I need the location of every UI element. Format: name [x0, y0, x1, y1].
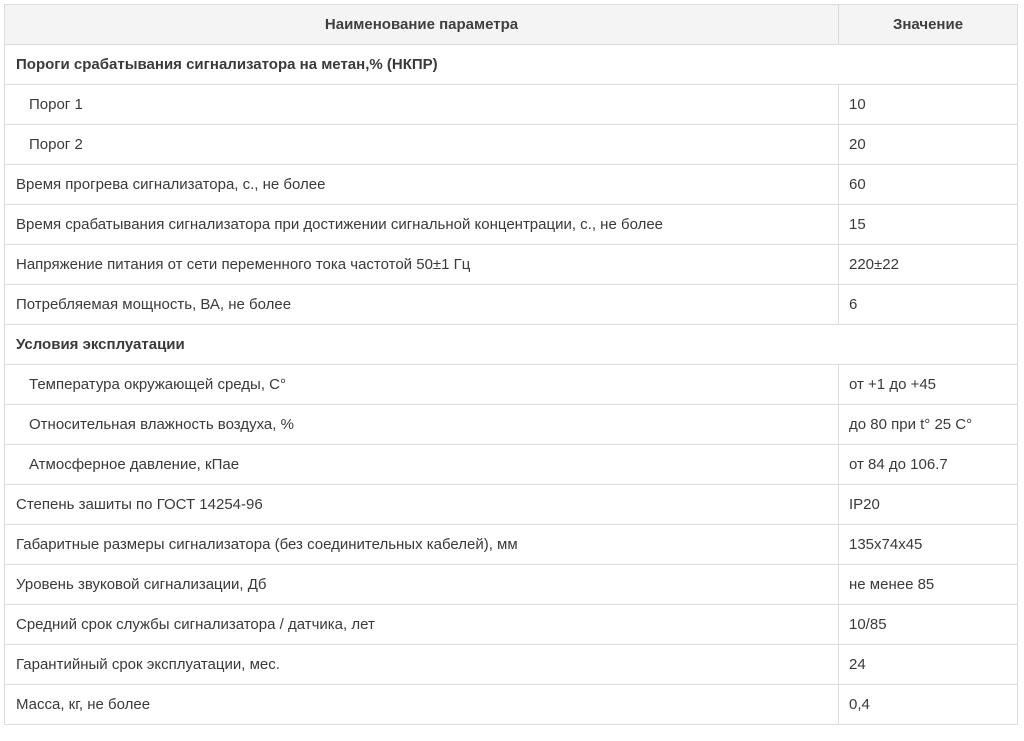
- table-row: [5, 525, 1018, 565]
- table-row: [5, 285, 1018, 325]
- spec-table-body: [5, 45, 1018, 725]
- parameter-name-cell: Габаритные размеры сигнализатора (без соединительных кабелей), мм: [5, 525, 839, 565]
- parameter-name-cell: Атмосферное давление, кПае: [5, 445, 839, 485]
- table-header-row: [5, 5, 1018, 45]
- table-row: [5, 645, 1018, 685]
- table-row: [5, 165, 1018, 205]
- parameter-value-cell: от +1 до +45: [839, 365, 1018, 405]
- table-row: [5, 125, 1018, 165]
- table-row: [5, 565, 1018, 605]
- parameter-name-cell: Порог 1: [5, 85, 839, 125]
- table-row: [5, 685, 1018, 725]
- parameter-name-cell: Гарантийный срок эксплуатации, мес.: [5, 645, 839, 685]
- parameter-value-cell: 135х74х45: [839, 525, 1018, 565]
- parameter-value-cell: не менее 85: [839, 565, 1018, 605]
- parameter-name-cell: Масса, кг, не более: [5, 685, 839, 725]
- parameter-value-cell: 15: [839, 205, 1018, 245]
- parameter-name-cell: Порог 2: [5, 125, 839, 165]
- parameter-value-cell: от 84 до 106.7: [839, 445, 1018, 485]
- parameter-name-cell: Время срабатывания сигнализатора при достижении сигнальной концентрации, с., не более: [5, 205, 839, 245]
- parameter-value-cell: 24: [839, 645, 1018, 685]
- parameter-value-cell: 0,4: [839, 685, 1018, 725]
- table-row: [5, 405, 1018, 445]
- parameter-name-cell: Средний срок службы сигнализатора / датчика, лет: [5, 605, 839, 645]
- parameter-name-cell: Уровень звуковой сигнализации, Дб: [5, 565, 839, 605]
- table-row: [5, 605, 1018, 645]
- parameter-value-cell: IP20: [839, 485, 1018, 525]
- table-section-row: [5, 45, 1018, 85]
- parameter-name-cell: Время прогрева сигнализатора, с., не более: [5, 165, 839, 205]
- table-section-row: [5, 325, 1018, 365]
- header-value: Значение: [839, 5, 1018, 45]
- parameter-value-cell: 10/85: [839, 605, 1018, 645]
- parameter-value-cell: 220±22: [839, 245, 1018, 285]
- parameter-value-cell: 10: [839, 85, 1018, 125]
- table-row: [5, 205, 1018, 245]
- parameter-value-cell: 60: [839, 165, 1018, 205]
- parameter-name-cell: Степень зашиты по ГОСТ 14254-96: [5, 485, 839, 525]
- section-title: Условия эксплуатации: [5, 325, 1018, 365]
- parameter-name-cell: Температура окружающей среды, С°: [5, 365, 839, 405]
- table-row: [5, 245, 1018, 285]
- parameter-name-cell: Потребляемая мощность, ВА, не более: [5, 285, 839, 325]
- spec-table: [4, 4, 1018, 725]
- parameter-value-cell: до 80 при t° 25 С°: [839, 405, 1018, 445]
- table-row: [5, 485, 1018, 525]
- table-row: [5, 445, 1018, 485]
- header-parameter-name: Наименование параметра: [5, 5, 839, 45]
- table-row: [5, 85, 1018, 125]
- table-row: [5, 365, 1018, 405]
- section-title: Пороги срабатывания сигнализатора на метан,% (НКПР): [5, 45, 1018, 85]
- parameter-value-cell: 20: [839, 125, 1018, 165]
- parameter-name-cell: Относительная влажность воздуха, %: [5, 405, 839, 445]
- parameter-value-cell: 6: [839, 285, 1018, 325]
- spec-table-container: [4, 4, 1017, 725]
- parameter-name-cell: Напряжение питания от сети переменного тока частотой 50±1 Гц: [5, 245, 839, 285]
